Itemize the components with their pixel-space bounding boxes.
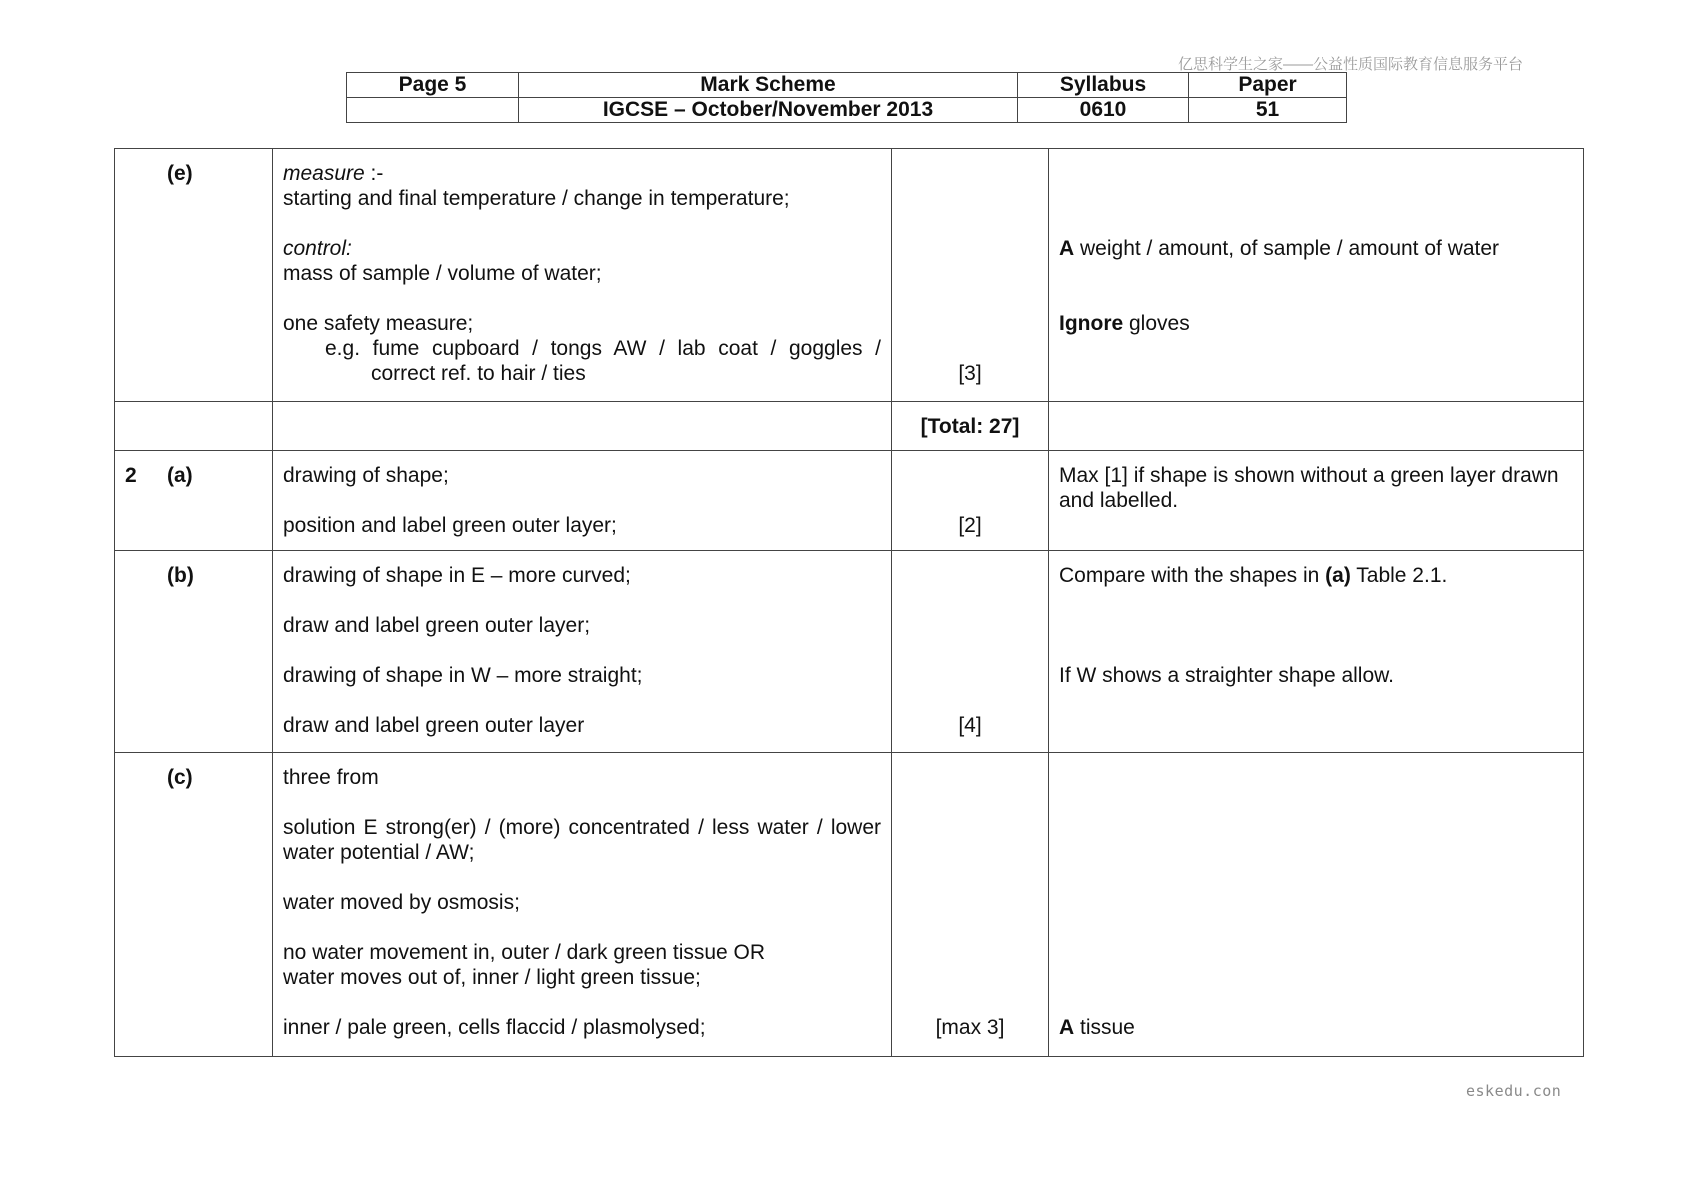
answer-line: control: — [283, 237, 352, 260]
answer-line: no water movement in, outer / dark green tissue OR — [283, 941, 766, 964]
guidance-cell — [1049, 402, 1584, 451]
answer-cell — [273, 402, 892, 451]
answer-line: measure :- — [283, 162, 384, 185]
mark-cell — [892, 451, 1049, 551]
guidance-cell — [1049, 551, 1584, 753]
answer-line: three from — [283, 766, 379, 789]
watermark-top: 亿思科学生之家——公益性质国际教育信息服务平台 — [1178, 56, 1524, 73]
guidance-cell — [1049, 753, 1584, 1057]
header-exam: IGCSE – October/November 2013 — [519, 98, 1018, 123]
guidance-cell — [1049, 451, 1584, 551]
question-part: (a) — [167, 464, 193, 487]
total-mark: [Total: 27] — [892, 402, 1049, 451]
mark-scheme-table — [114, 148, 1584, 1057]
mark-value: [max 3] — [935, 1016, 1005, 1039]
guidance-line: A tissue — [1059, 1016, 1135, 1039]
watermark-bottom: eskedu.con — [1466, 1082, 1562, 1100]
answer-cell — [273, 551, 892, 753]
question-cell — [115, 753, 273, 1057]
answer-line: water moves out of, inner / light green tissue; — [283, 966, 701, 989]
header-syllabus-label: Syllabus — [1018, 73, 1189, 98]
question-cell — [115, 149, 273, 402]
guidance-line: Max [1] if shape is shown without a green layer drawn and labelled. — [1059, 464, 1559, 512]
table-row-2b — [115, 551, 1584, 753]
question-part: (b) — [167, 564, 194, 587]
table-row-e — [115, 149, 1584, 402]
header-empty-cell — [347, 98, 519, 123]
answer-cell — [273, 149, 892, 402]
answer-line: starting and final temperature / change in temperature; — [283, 187, 790, 210]
question-part: (c) — [167, 766, 193, 789]
header-paper-label: Paper — [1189, 73, 1347, 98]
table-row-2a — [115, 451, 1584, 551]
mark-value: [4] — [958, 714, 982, 737]
guidance-line: If W shows a straighter shape allow. — [1059, 664, 1394, 687]
answer-line: inner / pale green, cells flaccid / plasmolysed; — [283, 1016, 706, 1039]
header-paper: 51 — [1189, 98, 1347, 123]
answer-line: drawing of shape in E – more curved; — [283, 564, 631, 587]
answer-line: drawing of shape in W – more straight; — [283, 664, 643, 687]
answer-line: position and label green outer layer; — [283, 514, 617, 537]
answer-line: draw and label green outer layer — [283, 714, 585, 737]
answer-line: e.g. fume cupboard / tongs AW / lab coat / goggles / — [325, 337, 881, 360]
answer-line: draw and label green outer layer; — [283, 614, 591, 637]
table-row-total — [115, 402, 1584, 451]
mark-cell — [892, 551, 1049, 753]
answer-line: one safety measure; — [283, 312, 474, 335]
mark-cell — [892, 149, 1049, 402]
page-header-table — [346, 72, 1347, 123]
answer-line: solution E strong(er) / (more) concentrated / less water / lower water potential / AW; — [283, 816, 881, 864]
mark-value: [2] — [958, 514, 982, 537]
answer-line: drawing of shape; — [283, 464, 449, 487]
answer-line: water moved by osmosis; — [283, 891, 520, 914]
mark-value: [3] — [958, 362, 982, 385]
answer-line: correct ref. to hair / ties — [371, 362, 586, 385]
answer-line: mass of sample / volume of water; — [283, 262, 602, 285]
header-syllabus: 0610 — [1018, 98, 1189, 123]
guidance-line: Ignore gloves — [1059, 312, 1190, 335]
guidance-line: Compare with the shapes in (a) Table 2.1. — [1059, 564, 1448, 587]
guidance-line: A weight / amount, of sample / amount of water — [1059, 237, 1500, 260]
guidance-cell — [1049, 149, 1584, 402]
question-cell — [115, 451, 273, 551]
question-number: 2 — [125, 464, 137, 487]
table-row-2c — [115, 753, 1584, 1057]
question-cell — [115, 551, 273, 753]
mark-cell — [892, 753, 1049, 1057]
header-title: Mark Scheme — [519, 73, 1018, 98]
answer-cell — [273, 753, 892, 1057]
answer-cell — [273, 451, 892, 551]
question-part: (e) — [167, 162, 193, 185]
question-cell — [115, 402, 273, 451]
header-page: Page 5 — [347, 73, 519, 98]
